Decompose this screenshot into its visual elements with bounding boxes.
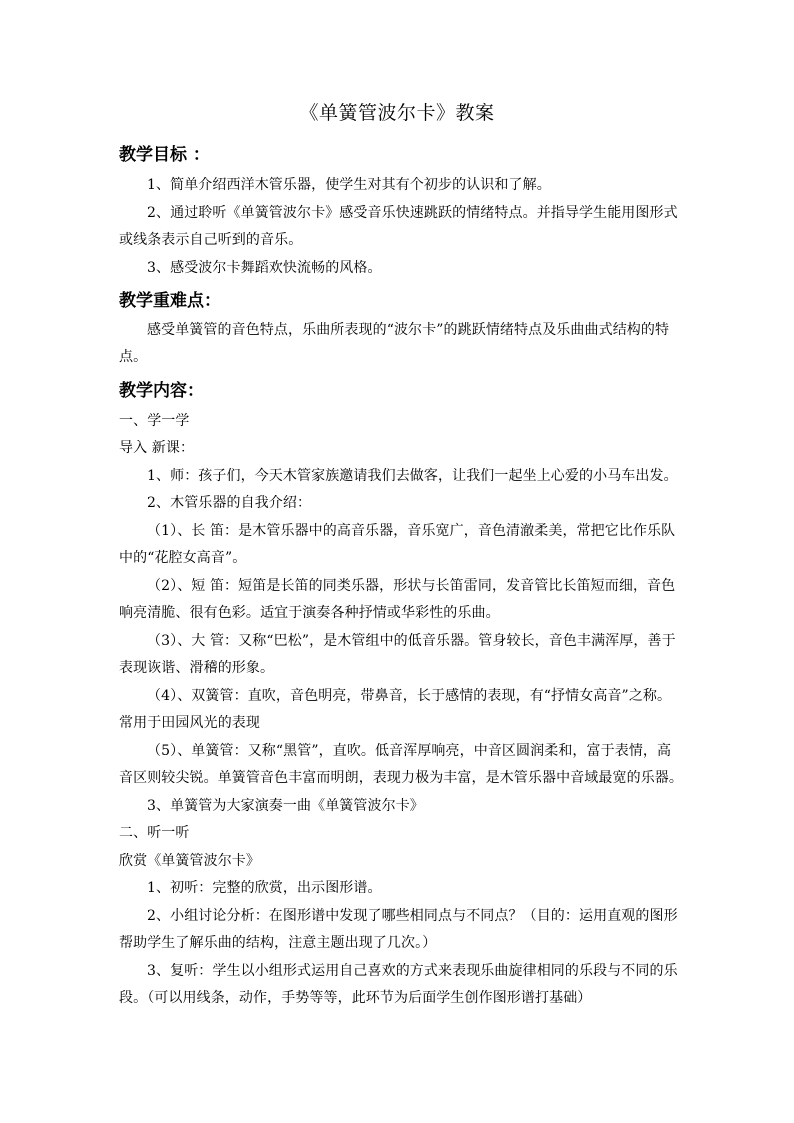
key-points-heading: 教学重难点： <box>119 291 221 311</box>
bassoon-line-1: （3）、大 管：又称“巴松”，是木管组中的低音乐器。管身较长，音色丰满浑厚，善于 <box>147 633 676 649</box>
key-points-line-2: 点。 <box>119 349 148 365</box>
clarinet-line-1: （5）、单簧管：又称“黑管”，直吹。低音浑厚响亮，中音区圆润柔和，富于表情，高 <box>147 743 672 759</box>
key-points-line-1: 感受单簧管的音色特点，乐曲所表现的“波尔卡”的跳跃情绪特点及乐曲曲式结构的特 <box>147 322 670 338</box>
goal-line-1: 1、简单介绍西洋木管乐器，使学生对其有个初步的认识和了解。 <box>147 177 551 193</box>
content-item-3: 3、单簧管为大家演奏一曲《单簧管波尔卡》 <box>147 798 424 814</box>
content-item-2: 2、木管乐器的自我介绍： <box>147 495 312 511</box>
document-title: 《单簧管波尔卡》教案 <box>299 102 495 124</box>
content-item-1: 1、师：孩子们，今天木管家族邀请我们去做客，让我们一起坐上心爱的小马车出发。 <box>147 468 678 484</box>
clarinet-line-2: 音区则较尖锐。单簧管音色丰富而明朗，表现力极为丰富，是木管乐器中音域最宽的乐器。 <box>119 770 683 786</box>
piccolo-line-1: （2）、短 笛：短笛是长笛的同类乐器，形状与长笛雷同，发音管比长笛短而细，音色 <box>147 578 676 594</box>
listen-step-3-line-2: 段。（可以用线条，动作，手势等等，此环节为后面学生创作图形谱打基础） <box>119 990 592 1006</box>
appreciation-title: 欣赏《单簧管波尔卡》 <box>119 853 260 869</box>
bassoon-line-2: 表现诙谐、滑稽的形象。 <box>119 660 275 676</box>
goal-line-3: 3、感受波尔卡舞蹈欢快流畅的风格。 <box>147 260 382 276</box>
teaching-content-heading: 教学内容： <box>119 381 204 401</box>
content-section-1: 一、学一学 <box>119 413 190 429</box>
content-intro: 导入 新课： <box>119 440 195 456</box>
listen-step-2-line-1: 2、小组讨论分析：在图形谱中发现了哪些相同点与不同点？（目的：运用直观的图形 <box>147 908 678 924</box>
listen-step-3-line-1: 3、复听：学生以小组形式运用自己喜欢的方式来表现乐曲旋律相同的乐段与不同的乐 <box>147 963 678 979</box>
piccolo-line-2: 响亮清脆、很有色彩。适宜于演奏各种抒情或华彩性的乐曲。 <box>119 605 500 621</box>
oboe-line-1: （4）、双簧管：直吹，音色明亮，带鼻音，长于感情的表现，有“抒情女高音”之称。 <box>147 688 672 704</box>
goal-line-2-cont: 或线条表示自己听到的音乐。 <box>119 232 303 248</box>
flute-line-1: （1）、长 笛：是木管乐器中的高音乐器，音乐宽广，音色清澈柔美，常把它比作乐队 <box>147 523 676 539</box>
content-section-2: 二、听一听 <box>119 825 190 841</box>
listen-step-1: 1、初听：完整的欣赏，出示图形谱。 <box>147 880 382 896</box>
oboe-line-2: 常用于田园风光的表现 <box>119 715 260 731</box>
teaching-goals-heading: 教学目标 ： <box>119 145 210 165</box>
listen-step-2-line-2: 帮助学生了解乐曲的结构，注意主题出现了几次。） <box>119 935 437 951</box>
flute-line-2: 中的“花腔女高音”。 <box>119 550 247 566</box>
goal-line-2: 2、通过聆听《单簧管波尔卡》感受音乐快速跳跃的情绪特点。并指导学生能用图形式 <box>147 205 678 221</box>
